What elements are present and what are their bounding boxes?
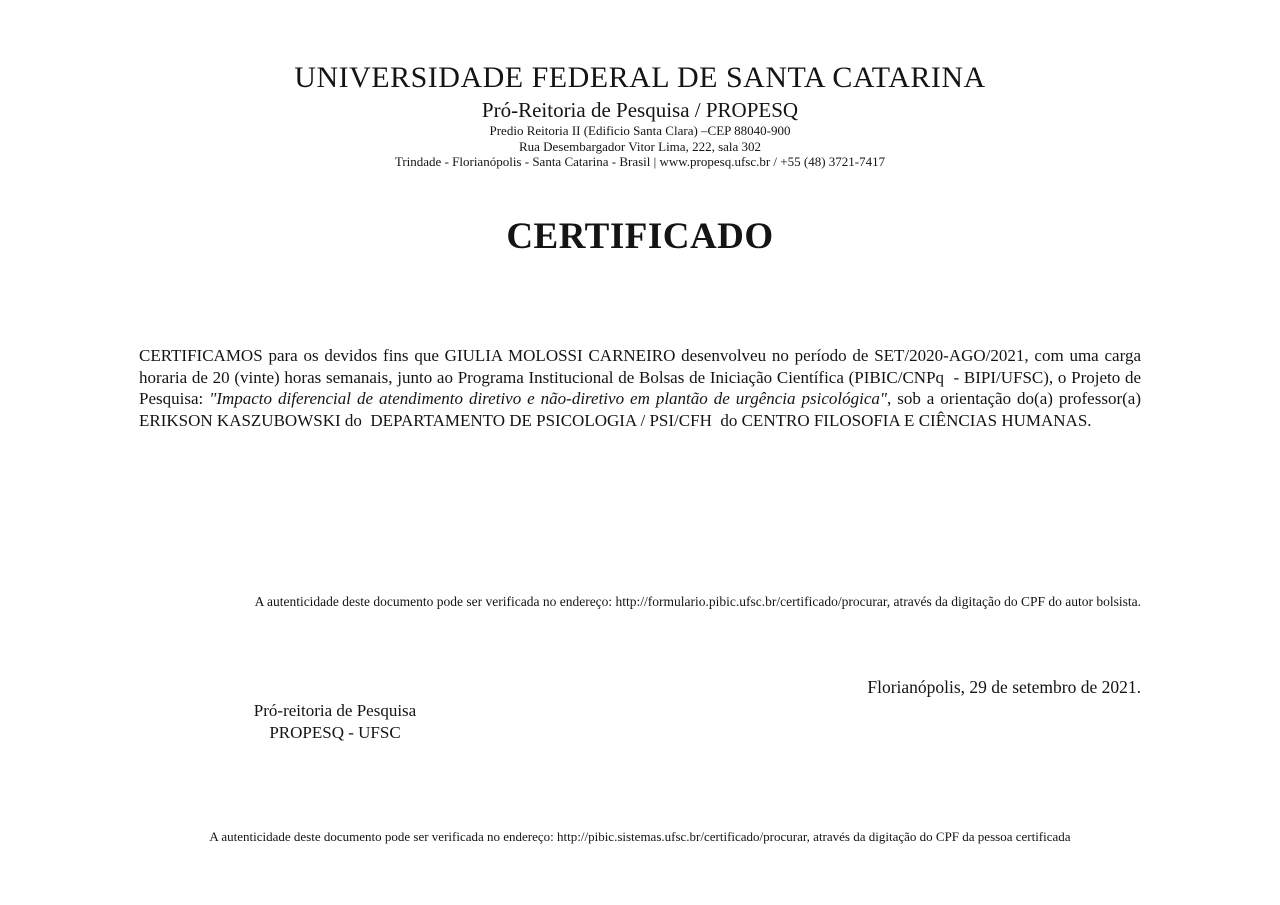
certificate-title: CERTIFICADO: [506, 216, 774, 257]
university-name: UNIVERSIDADE FEDERAL DE SANTA CATARINA: [294, 61, 986, 94]
date-line: Florianópolis, 29 de setembro de 2021.: [867, 677, 1141, 697]
certificate-body-paragraph: [139, 345, 1141, 432]
verification-text-certificada: A autenticidade deste documento pode ser verificada no endereço: http://pibic.sistemas.ufsc.br/certificado/procurar, através da digitação do CPF da pessoa certificada: [209, 829, 1071, 844]
address-line-1: Predio Reitoria II (Edificio Santa Clara) –CEP 88040-900: [489, 123, 791, 138]
address-line-3: Trindade - Florianópolis - Santa Catarina - Brasil | www.propesq.ufsc.br / +55 (48) 3721-7417: [394, 154, 886, 169]
department-name: Pró-Reitoria de Pesquisa / PROPESQ: [481, 98, 799, 122]
signature-org: PROPESQ - UFSC: [269, 723, 401, 742]
address-block: [0, 123, 1280, 170]
body-text-before-italic: CERTIFICAMOS para os devidos fins que GIULIA MOLOSSI CARNEIRO desenvolveu no período de SET/2020-AGO/2021, com uma carga horaria de 20 (vinte) horas semanais, junto ao Programa Institucional de Bolsas de Iniciação Científica (PIBIC/CNPq - BIPI/UFSC), o Projeto de Pesquisa:: [139, 346, 1141, 409]
signature-block: [185, 700, 485, 744]
project-title-italic: "Impacto diferencial de atendimento diretivo e não-diretivo em plantão de urgência psicológica": [209, 389, 887, 409]
body-text-after-italic: , sob a orientação do(a) professor(a) ERIKSON KASZUBOWSKI do DEPARTAMENTO DE PSICOLOGIA / PSI/CFH do CENTRO FILOSOFIA E CIÊNCIAS HUMANAS.: [139, 389, 1141, 431]
signature-role: Pró-reitoria de Pesquisa: [253, 701, 417, 720]
address-line-2: Rua Desembargador Vitor Lima, 222, sala 302: [518, 138, 762, 154]
verification-text-bolsista: A autenticidade deste documento pode ser verificada no endereço: http://formulario.pibic.ufsc.br/certificado/procurar, através da digitação do CPF do autor bolsista.: [254, 594, 1141, 609]
